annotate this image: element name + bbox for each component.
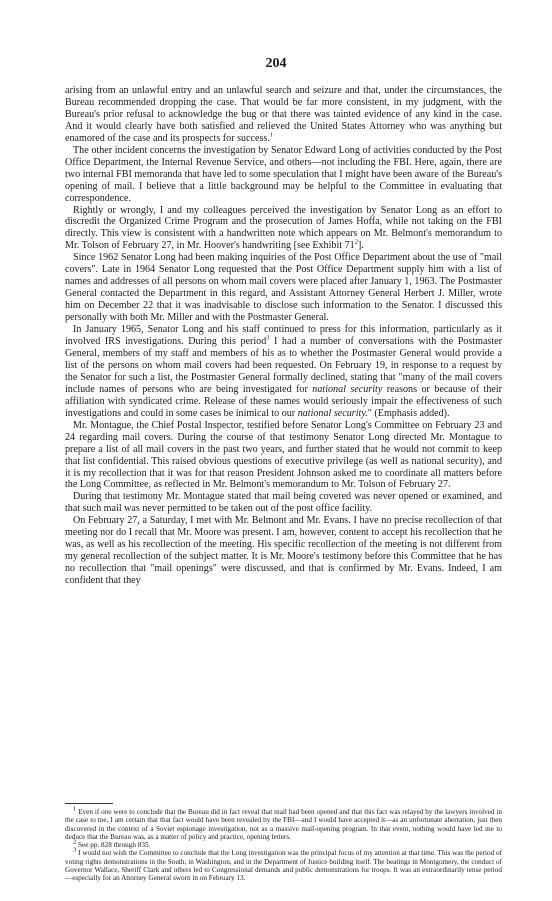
footnote-3-text: I would not wish the Committee to conclude that the Long investigation was the principal focus of my attention at that time. This was the period of voting rights demonstrations in the South, in Washington, and in the Department of Justice building itself. The beatings in Montgomery, the conduct of Governor Wallace, Sheriff Clark and others led to Congressional demands and public demonstrations for troops. It was an extraordinarily tense period—especially for an Attorney General sworn in on February 13. <box>65 849 502 883</box>
footnote-2-text: See pp. 828 through 835. <box>78 841 151 850</box>
paragraph-5-text-a: In January 1965, Senator Long and his staff continued to press for this information, particularly as it involved IRS investigations. During this period <box>65 324 502 348</box>
page-number: 204 <box>265 56 287 71</box>
paragraph-1 <box>65 85 502 145</box>
paragraph-3-text: Rightly or wrongly, I and my colleagues perceived the investigation by Senator Long as an effort to discredit the Organized Crime Program and the prosecution of James Hoffa, while not taking on the FBI directly. This view is consistent with a handwritten note which appears on Mr. Belmont's memorandum to Mr. Tolson of February 27, in Mr. Hoover's handwriting [see Exhibit 71 <box>65 204 502 252</box>
footnote-ref-1: 1 <box>269 131 274 139</box>
paragraph-5-text-c: reasons or because of their affiliation with syndicated crime. Release of these names would seriously impair the effectiveness of such investigations and could in some cases be inimical to our <box>65 383 503 419</box>
footnote-ref-3: 3 <box>266 334 270 342</box>
footnote-1-marker: 1 <box>73 805 77 813</box>
paragraph-2: The other incident concerns the investigation by Senator Edward Long of activities conducted by the Post Office Department, the Internal Revenue Service, and others—not including the FBI. Here, again, there are two internal FBI memoranda that have led to some speculation that I might have been aware of the Bureau's opening of mail. I believe that a little background may be helpful to the Committee in evaluating that correspondence. <box>65 144 502 204</box>
paragraph-4: Since 1962 Senator Long had been making inquiries of the Post Office Department about the use of "mail covers". Late in 1964 Senator Long requested that the Post Office Department supply him with a list of names and addresses of all persons on whom mail covers were placed after January 1, 1963. The Postmaster General contacted the Department in this regard, and Assistant Attorney General Herbert J. Miller, wrote him on December 22 that it was inadvisable to disclose such information to the Senator. I discussed this personally with both Mr. Miller and with the Postmaster General. <box>65 252 502 324</box>
paragraph-5 <box>65 324 502 420</box>
footnotes <box>65 805 503 883</box>
footnote-divider <box>65 803 113 804</box>
paragraph-5-text-d: " (Emphasis added). <box>367 407 450 419</box>
paragraph-1-text: arising from an unlawful entry and an unlawful search and seizure and that, under the circumstances, the Bureau recommended dropping the case. That would be far more consistent, in my judgment, with the Bureau's prior refusal to acknowledge the bug or that there was tainted evidence of any kind in the case. And it would clearly have both satisfied and relieved the United States Attorney who was anything but enamored of the case and its prospects for success. <box>65 85 502 144</box>
paragraph-8: On February 27, a Saturday, I met with Mr. Belmont and Mr. Evans. I have no precise recollection of that meeting nor do I recall that Mr. Moore was present. I am, however, content to accept his recollection that he was, as well as his recollection of the meeting. His specific recollection of the meeting is not different from my general recollection of the subject matter. It is Mr. Moore's testimony before this Committee that he has no recollection that "mail openings" were discussed, and that is confirmed by Mr. Evans. Indeed, I am confident that they <box>65 515 502 587</box>
exhibit-close: ]. <box>357 240 364 252</box>
emphasis-national-security-1: national security <box>312 383 383 395</box>
emphasis-national-security-2: national security. <box>297 407 368 419</box>
footnote-2-marker: 2 <box>73 838 77 846</box>
footnote-3 <box>65 849 502 882</box>
paragraph-3 <box>65 205 502 253</box>
paragraph-6: Mr. Montague, the Chief Postal Inspector, testified before Senator Long's Committee on February 23 and 24 regarding mail covers. During the course of that testimony Senator Long directed Mr. Montague to prepare a list of all mail covers in the past two years, and further stated that he would not commit to keep that list confidential. This raised obvious questions of executive privilege (as well as national security), and it is my recollection that it was for that reason President Johnson asked me to coordinate all matters before the Long Committee, as reflected in Mr. Belmont's memorandum to Mr. Tolson of February 27. <box>65 419 502 491</box>
body-text <box>65 85 502 587</box>
footnote-1-text: Even if one were to conclude that the Bureau did in fact reveal that mail had been opened and that this fact was relayed by the lawyers involved in the case to me, I am certain that that fact would have been revealed by the FBI—and I would have accepted it—as an unfortunate aberration, just then discovered in the context of a Soviet espionage investigation, not as a massive mail-opening program. In that event, nothing would have led me to deduce that the Bureau was, as a matter of policy and practice, opening letters. <box>65 808 503 841</box>
footnote-ref-2: 2 <box>354 239 358 247</box>
footnote-3-marker: 3 <box>73 847 77 855</box>
footnote-1 <box>65 805 503 841</box>
paragraph-7: During that testimony Mr. Montague stated that mail being covered was never opened or examined, and that such mail was never permitted to be taken out of the post office facility. <box>65 491 502 515</box>
paragraph-5-text-b: I had a number of conversations with the Postmaster General, members of my staff and members of his as to whether the Postmaster General would provide a list of the persons on whom mail covers had been requested. On February 19, in response to a request by the Senator for such a list, the Postmaster General formally declined, stating that "many of the mail covers include names of persons who are being investigated for <box>65 336 502 395</box>
